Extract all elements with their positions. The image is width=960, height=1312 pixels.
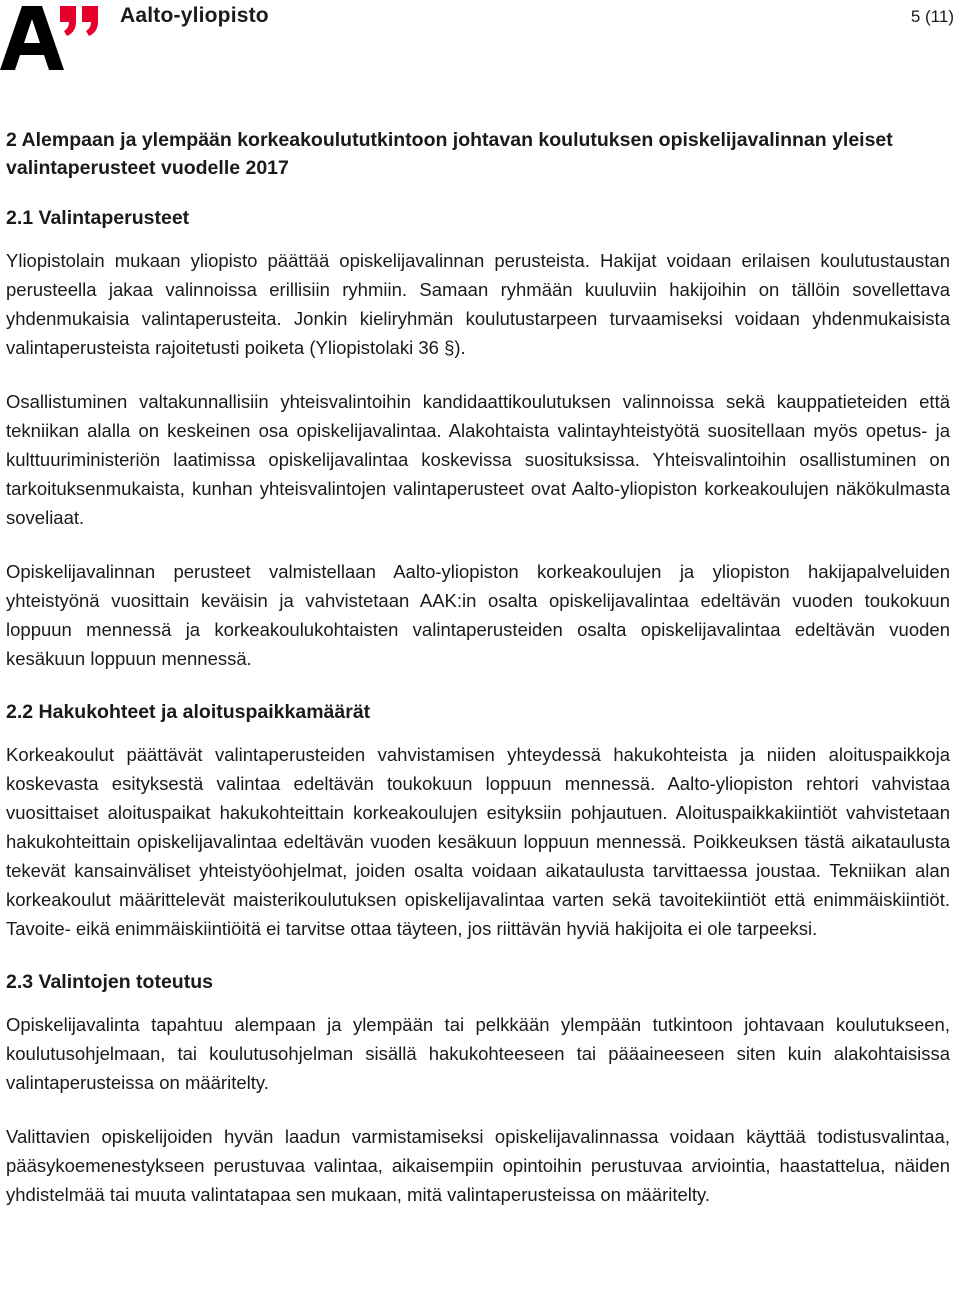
aalto-logo-icon xyxy=(0,0,110,72)
university-name: Aalto-yliopisto xyxy=(120,4,269,27)
paragraph: Opiskelijavalinnan perusteet valmistellaan Aalto-yliopiston korkeakoulujen ja yliopiston hakijapalveluiden yhteistyönä vuosittain keväisin ja vahvistetaan AAK:in osalta opiskelijavalintaa edeltävän vuoden toukokuun loppuun mennessä ja korkeakoulukohtaisten valintaperusteiden osalta opiskelijavalintaa edeltävän vuoden kesäkuun loppuun mennessä. xyxy=(6,561,950,669)
paragraph: Valittavien opiskelijoiden hyvän laadun varmistamiseksi opiskelijavalinnassa voidaan käyttää todistusvalintaa, pääsykoemenestykseen perustuvaa valintaa, aikaisempiin opintoihin perustuvaa arviointia, haastattelua, näiden yhdistelmää tai muuta valintatapaa sen mukaan, mitä valintaperusteissa on määritelty. xyxy=(6,1126,950,1205)
page-number: 5 (11) xyxy=(910,7,954,26)
section-2-3-title: 2.3 Valintojen toteutus xyxy=(6,971,213,993)
paragraph: Yliopistolain mukaan yliopisto päättää opiskelijavalinnan perusteista. Hakijat voidaan erilaisen koulutustaustan perusteella jakaa valinnoissa erillisiin ryhmiin. Samaan ryhmään kuuluviin hakijoihin on tällöin sovellettava yhdenmukaisia valintaperusteita. Jonkin kieliryhmän koulutustarpeen turvaamiseksi voidaan yhdenmukaisista valintaperusteista rajoitetusti poiketa (Yliopistolaki 36 §). xyxy=(6,250,950,358)
section-2-2-title: 2.2 Hakukohteet ja aloituspaikkamäärät xyxy=(6,701,371,723)
section-2-title: 2 Alempaan ja ylempään korkeakoulututkintoon johtavan koulutuksen opiskelijavalinnan yleiset valintaperusteet vuodelle 2017 xyxy=(6,129,893,179)
paragraph: Opiskelijavalinta tapahtuu alempaan ja ylempään tai pelkkään ylempään tutkintoon johtavaan koulutukseen, koulutusohjelmaan, tai koulutusohjelman sisällä hakukohteeseen tai pääaineeseen siten kuin alakohtaisissa valintaperusteissa on määritelty. xyxy=(6,1014,950,1093)
paragraph: Osallistuminen valtakunnallisiin yhteisvalintoihin kandidaattikoulutuksen valinnoissa sekä kauppatieteiden että tekniikan alalla on keskeinen osa opiskelijavalintaa. Alakohtaista valintayhteistyötä suositellaan myös opetus- ja kulttuuriministeriön laatimissa opiskelijavalintaa koskevissa suosituksissa. Yhteisvalintoihin osallistuminen on tarkoituksenmukaista, kunhan yhteisvalintojen valintaperusteet ovat Aalto-yliopiston korkeakoulujen näkökulmasta soveliaat. xyxy=(6,391,950,528)
section-2-1-title: 2.1 Valintaperusteet xyxy=(6,207,190,229)
document-body xyxy=(6,126,950,1209)
paragraph: Korkeakoulut päättävät valintaperusteiden vahvistamisen yhteydessä hakukohteista ja niiden aloituspaikkoja koskevasta esityksestä valintaa edeltävän toukokuun loppuun mennessä. Aalto-yliopiston rehtori vahvistaa vuosittaiset aloituspaikat hakukohteittain korkeakoulujen esityksiin pohjautuen. Aloituspaikkakiintiöt vahvistetaan hakukohteittain opiskelijavalintaa edeltävän vuoden kesäkuun loppuun mennessä. Poikkeuksen tästä aikataulusta tekevät kansainväliset yhteistyöohjelmat, joiden osalta voidaan aikataulusta tarvittaessa joustaa. Tekniikan alan korkeakoulut määrittelevät maisterikoulutuksen opiskelijavalintaa varten sekä tavoitekiintiöt että enimmäiskiintiöt. Tavoite- eikä enimmäiskiintiöitä ei tarvitse ottaa täyteen, jos riittävän hyviä hakijoita ei ole tarpeeksi. xyxy=(6,744,950,939)
